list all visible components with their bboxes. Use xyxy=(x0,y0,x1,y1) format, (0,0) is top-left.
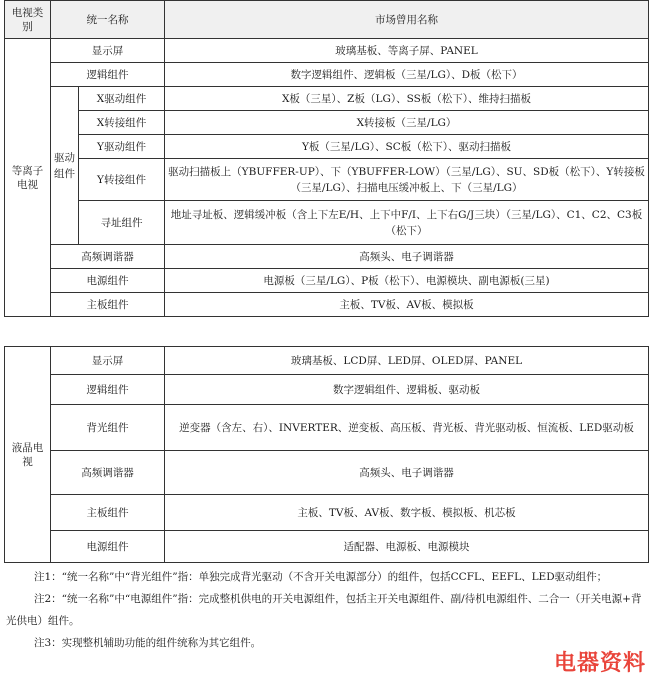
watermark: 电器资料 xyxy=(553,651,646,676)
unified-name: 主板组件 xyxy=(51,293,165,317)
unified-name: X驱动组件 xyxy=(79,87,165,111)
market-names: 电源板（三星/LG）、P板（松下）、电源模块、副电源板(三星) xyxy=(165,269,649,293)
table-row xyxy=(5,347,649,375)
category-cell: 等离子电视 xyxy=(5,39,51,317)
market-names: 主板、TV板、AV板、模拟板 xyxy=(165,293,649,317)
note-2: 注2：“统一名称”中“电源组件”指：完成整机供电的开关电源组件，包括主开关电源组件、副/待机电源组件、二合一（开关电源+背光供电）组件。 xyxy=(6,593,642,627)
market-names: 玻璃基板、等离子屏、PANEL xyxy=(165,39,649,63)
unified-name: 逻辑组件 xyxy=(51,63,165,87)
market-names: Y板（三星/LG）、SC板（松下）、驱动扫描板 xyxy=(165,135,649,159)
market-names: 驱动扫描板上（YBUFFER-UP）、下（YBUFFER-LOW）（三星/LG）、SU、SD板（松下）、Y转接板（三星/LG）、扫描电压缓冲板上、下（三星/LG） xyxy=(165,159,649,201)
market-names: 地址寻址板、逻辑缓冲板（含上下左E/H、上下中F/I、上下右G/J三块）（三星/LG）、C1、C2、C3板（松下） xyxy=(165,201,649,245)
unified-name: 高频调谐器 xyxy=(51,245,165,269)
table-row xyxy=(5,451,649,495)
table-row xyxy=(5,159,649,201)
header-market: 市场曾用名称 xyxy=(165,1,649,39)
table-row xyxy=(5,39,649,63)
header-unified: 统一名称 xyxy=(51,1,165,39)
table-row xyxy=(5,269,649,293)
header-category: 电视类别 xyxy=(5,1,51,39)
market-names: X转接板（三星/LG） xyxy=(165,111,649,135)
unified-name: X转接组件 xyxy=(79,111,165,135)
table-row xyxy=(5,245,649,269)
market-names: 逆变器（含左、右）、INVERTER、逆变板、高压板、背光板、背光驱动板、恒流板、LED驱动板 xyxy=(165,405,649,451)
lcd-table xyxy=(4,346,649,563)
table-row xyxy=(5,87,649,111)
market-names: 高频头、电子调谐器 xyxy=(165,451,649,495)
note-1: 注1：“统一名称”中“背光组件”指：单独完成背光驱动（不含开关电源部分）的组件，包括CCFL、EEFL、LED驱动组件； xyxy=(34,571,608,583)
table-row xyxy=(5,375,649,405)
drive-group-cell: 驱动组件 xyxy=(51,87,79,245)
table-row xyxy=(5,405,649,451)
unified-name: 背光组件 xyxy=(51,405,165,451)
unified-name: 寻址组件 xyxy=(79,201,165,245)
market-names: 主板、TV板、AV板、数字板、模拟板、机芯板 xyxy=(165,495,649,531)
market-names: 高频头、电子调谐器 xyxy=(165,245,649,269)
table-row xyxy=(5,111,649,135)
unified-name: 电源组件 xyxy=(51,269,165,293)
table-row xyxy=(5,135,649,159)
unified-name: 高频调谐器 xyxy=(51,451,165,495)
unified-name: Y驱动组件 xyxy=(79,135,165,159)
market-names: 数字逻辑组件、逻辑板（三星/LG）、D板（松下） xyxy=(165,63,649,87)
market-names: 数字逻辑组件、逻辑板、驱动板 xyxy=(165,375,649,405)
category-cell: 液晶电视 xyxy=(5,347,51,563)
note-3: 注3：实现整机辅助功能的组件统称为其它组件。 xyxy=(34,637,262,649)
table-row xyxy=(5,531,649,563)
table-row xyxy=(5,63,649,87)
unified-name: Y转接组件 xyxy=(79,159,165,201)
notes xyxy=(6,566,646,654)
unified-name: 电源组件 xyxy=(51,531,165,563)
unified-name: 显示屏 xyxy=(51,347,165,375)
unified-name: 逻辑组件 xyxy=(51,375,165,405)
unified-name: 主板组件 xyxy=(51,495,165,531)
market-names: X板（三星）、Z板（LG）、SS板（松下）、维持扫描板 xyxy=(165,87,649,111)
unified-name: 显示屏 xyxy=(51,39,165,63)
market-names: 玻璃基板、LCD屏、LED屏、OLED屏、PANEL xyxy=(165,347,649,375)
table-row xyxy=(5,201,649,245)
table-row xyxy=(5,495,649,531)
table-row xyxy=(5,293,649,317)
header-row xyxy=(5,1,649,39)
market-names: 适配器、电源板、电源模块 xyxy=(165,531,649,563)
plasma-table xyxy=(4,0,649,317)
